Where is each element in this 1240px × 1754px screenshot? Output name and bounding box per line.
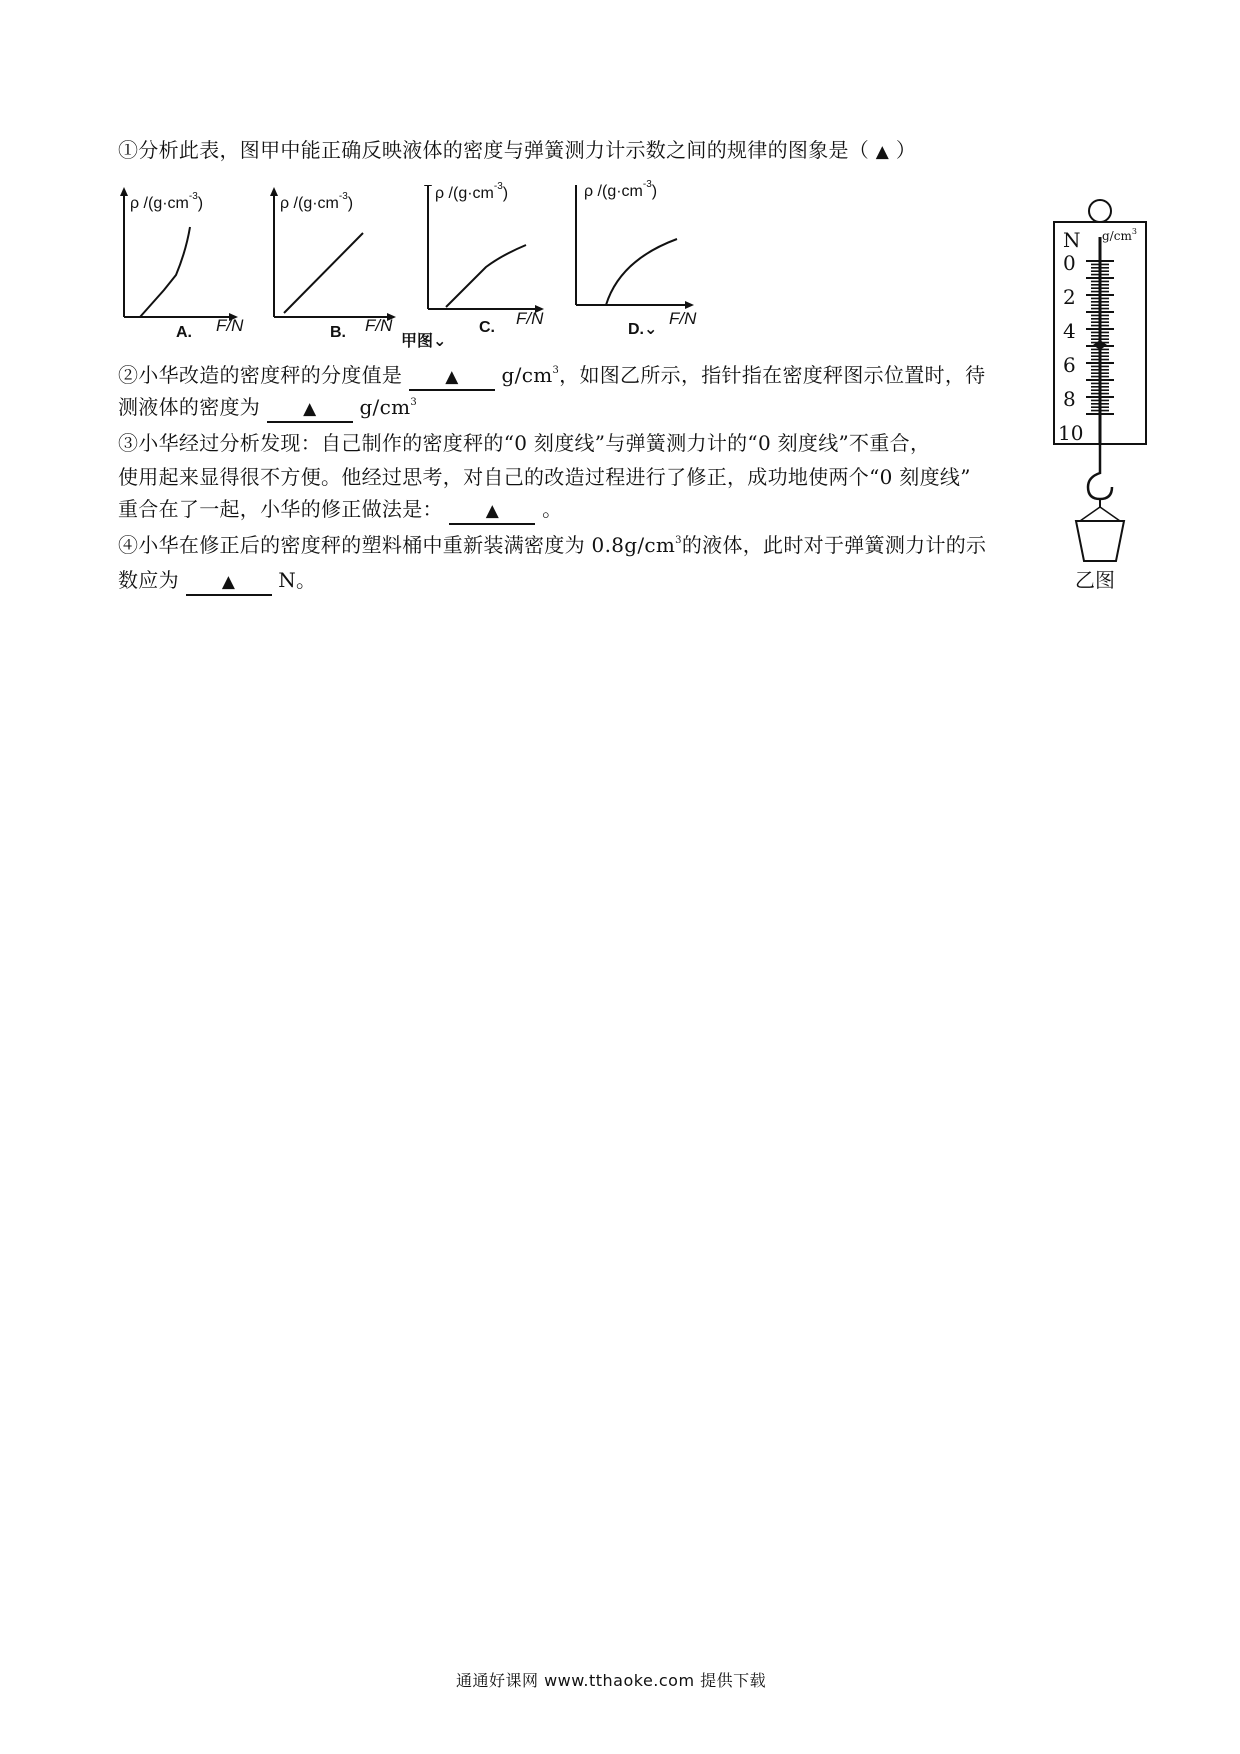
answer-placeholder-triangle: ▲ (875, 142, 890, 162)
graph-a-option: A. (176, 324, 192, 341)
graph-b-y-label: ρ $/(g\cdot cm^{-3})$ (280, 191, 354, 212)
scale-tick-label: 8 (1063, 387, 1076, 411)
question-1-text: ①分析此表，图甲中能正确反映液体的密度与弹簧测力计示数之间的规律的图象是（ (118, 138, 870, 162)
graph-d (576, 179, 688, 305)
graph-d-y-label: ρ $/(g\cdot cm^{-3})$ (584, 179, 658, 200)
arrow-icon (424, 185, 432, 186)
graph-c (428, 181, 538, 309)
question-4-line-2: 数应为 ▲ N。 (118, 565, 316, 596)
question-4-line-1: ④小华在修正后的密度秤的塑料桶中重新装满密度为 $0.8g/cm^3$的液体，此时对于弹簧测力计的示 (118, 533, 987, 557)
question-2-line-2: 测液体的密度为 ▲ $g/cm^3$ (118, 392, 417, 423)
graph-b-option: B. (330, 324, 346, 341)
ring-icon (1089, 200, 1111, 222)
answer-blank[interactable]: ▲ (267, 395, 353, 423)
scale-left-unit: N (1063, 228, 1081, 252)
question-3-line-3: 重合在了一起，小华的修正做法是： ▲ 。 (118, 494, 562, 525)
page-footer: 通通好课网 www.tthaoke.com 提供下载 (456, 1671, 767, 1690)
graph-a-y-label: ρ $/(g\cdot cm^{-3})$ (130, 191, 204, 212)
answer-blank[interactable]: ▲ (449, 497, 535, 525)
question-3-line-1: ③小华经过分析发现：自己制作的密度秤的“0 刻度线”与弹簧测力计的“0 刻度线”不重合， (118, 431, 931, 455)
answer-blank[interactable]: ▲ (186, 568, 272, 596)
question-1-close: ） (895, 138, 917, 162)
scale-tick-label: 4 (1063, 319, 1076, 343)
graph-c-option: C. (479, 319, 495, 336)
scale-tick-label: 0 (1063, 251, 1076, 275)
arrow-icon (685, 301, 694, 309)
graph-d-option: D.⌄ (628, 321, 658, 338)
question-3-line-2: 使用起来显得很不方便。他经过思考，对自己的改造过程进行了修正，成功地使两个“0 刻度线” (118, 465, 971, 489)
arrow-icon (270, 187, 278, 196)
arrow-icon (120, 187, 128, 196)
hook-icon (1088, 444, 1112, 499)
graph-c-x-label: F/N (516, 309, 544, 328)
question-1 (118, 135, 916, 167)
scale-tick-label: 2 (1063, 285, 1076, 309)
figure-jia-caption: 甲图⌄ (401, 331, 447, 350)
graph-d-x-label: F/N (669, 309, 697, 328)
question-2-line-1: ②小华改造的密度秤的分度值是 ▲ $g/cm^3$，如图乙所示，指针指在密度秤图示位置时，待 (118, 360, 985, 391)
bucket-icon (1076, 521, 1124, 561)
answer-blank[interactable]: ▲ (409, 363, 495, 391)
scale-tick-label: 6 (1063, 353, 1076, 377)
scale-right-unit: $g/cm^3$ (1102, 227, 1137, 243)
graph-c-y-label: ρ $/(g\cdot cm^{-3})$ (435, 181, 509, 202)
graph-a-x-label: F/N (216, 316, 244, 335)
scale-tick-label: 10 (1058, 421, 1084, 445)
graph-b-x-label: F/N (365, 316, 393, 335)
figure-yi-caption: 乙图 (1075, 568, 1115, 592)
